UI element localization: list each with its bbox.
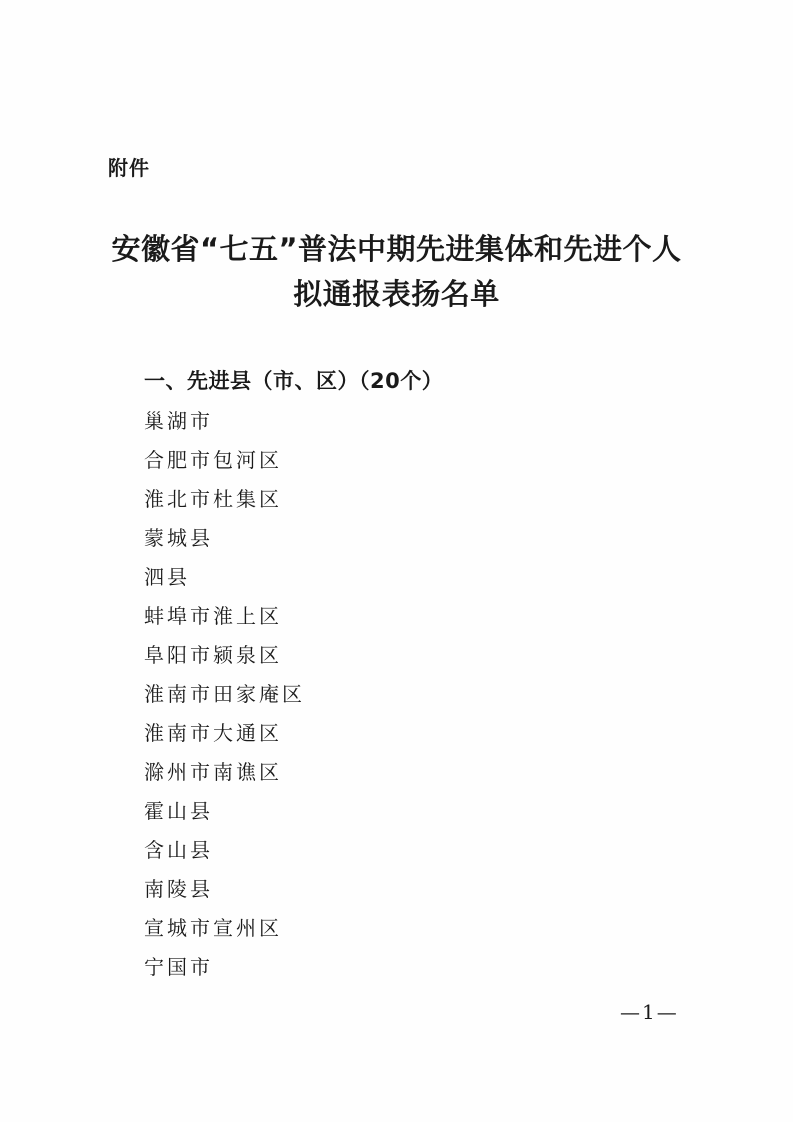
list-item: 淮北市杜集区 — [144, 487, 282, 511]
section-heading: 一、先进县（市、区）（20个） — [144, 369, 444, 393]
list-item: 宁国市 — [144, 955, 213, 979]
list-item: 合肥市包河区 — [144, 448, 282, 472]
page-number: —1— — [620, 1000, 679, 1024]
list-item: 泗县 — [144, 565, 190, 589]
list-item: 淮南市大通区 — [144, 721, 282, 745]
list-item: 巢湖市 — [144, 409, 213, 433]
list-item: 南陵县 — [144, 877, 213, 901]
list-item: 含山县 — [144, 838, 213, 862]
list-item: 蒙城县 — [144, 526, 213, 550]
list-item: 淮南市田家庵区 — [144, 682, 305, 706]
list-item: 霍山县 — [144, 799, 213, 823]
list-item: 滁州市南谯区 — [144, 760, 282, 784]
attachment-label: 附件 — [108, 156, 150, 180]
document-title-line-1: 安徽省“七五”普法中期先进集体和先进个人 — [111, 232, 682, 266]
list-item: 蚌埠市淮上区 — [144, 604, 282, 628]
list-item: 宣城市宣州区 — [144, 916, 282, 940]
list-item: 阜阳市颍泉区 — [144, 643, 282, 667]
document-title-line-2: 拟通报表扬名单 — [293, 277, 500, 311]
county-list — [144, 402, 305, 987]
